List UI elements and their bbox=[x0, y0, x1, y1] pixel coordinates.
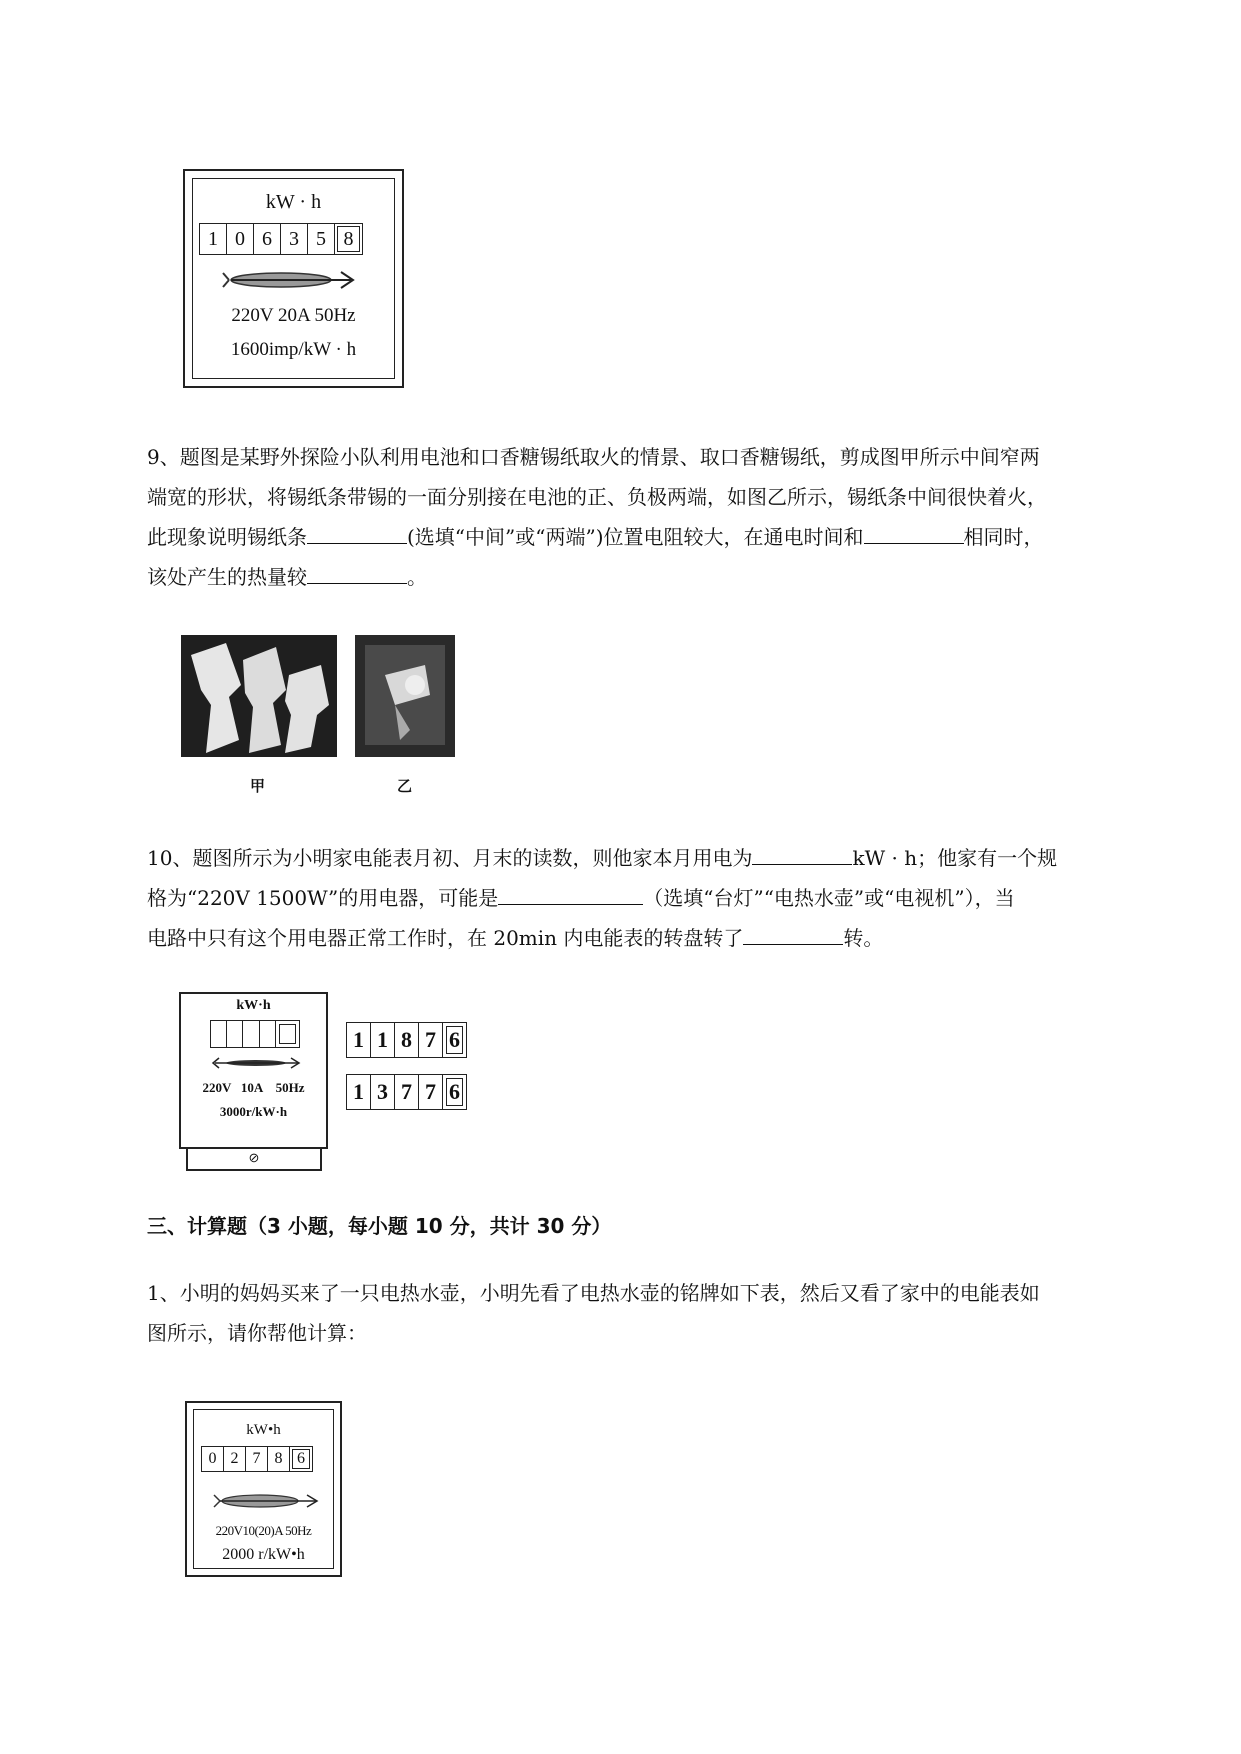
q9-text: 该处产生的热量较 bbox=[147, 565, 307, 589]
reading-end-digit: 3 bbox=[370, 1074, 395, 1110]
question-10 bbox=[147, 838, 1157, 958]
q10-text: 10、题图所示为小明家电能表月初、月末的读数，则他家本月用电为 bbox=[147, 846, 753, 870]
meter3-unit: kW•h bbox=[246, 1422, 281, 1438]
reading-start-digit: 1 bbox=[370, 1022, 395, 1058]
q9-text: 。 bbox=[407, 565, 427, 589]
figure-caption-yi: 乙 bbox=[397, 777, 413, 795]
energy-meter-figure-3 bbox=[185, 1401, 342, 1577]
meter2-window bbox=[210, 1020, 300, 1048]
reading-end-digit: 7 bbox=[394, 1074, 419, 1110]
meter3-digit: 7 bbox=[245, 1446, 268, 1472]
q10-text: 转。 bbox=[843, 926, 884, 950]
battery-fire-photo bbox=[355, 635, 455, 757]
q10-text: 电路中只有这个用电器正常工作时，在 20min 内电能表的转盘转了 bbox=[147, 926, 744, 950]
meter2-rating: 220V 10A 50Hz bbox=[202, 1080, 305, 1095]
rotation-arrow-icon bbox=[209, 1056, 303, 1070]
meter1-constant: 1600imp/kW · h bbox=[230, 339, 357, 360]
answer-blank[interactable] bbox=[752, 840, 852, 865]
meter1-unit: kW · h bbox=[265, 191, 322, 213]
meter2-base bbox=[186, 1149, 322, 1171]
question-9 bbox=[147, 437, 1157, 597]
figure-caption-jia: 甲 bbox=[250, 777, 266, 795]
meter1-digit: 0 bbox=[226, 223, 254, 255]
meter3-rating: 220V10(20)A 50Hz bbox=[215, 1523, 312, 1538]
reading-end-digit: 7 bbox=[418, 1074, 443, 1110]
meter1-digits bbox=[200, 223, 363, 255]
section-heading: 三、计算题（3 小题，每小题 10 分，共计 30 分） bbox=[147, 1214, 612, 1238]
meter3-digit: 2 bbox=[223, 1446, 246, 1472]
meter1-digit: 5 bbox=[307, 223, 335, 255]
energy-meter-figure-2 bbox=[179, 992, 328, 1149]
energy-meter-figure-1 bbox=[183, 169, 404, 388]
rotation-arrow-icon bbox=[221, 267, 361, 293]
tin-foil-strips-photo bbox=[181, 635, 337, 757]
q9-text: 此现象说明锡纸条 bbox=[147, 525, 307, 549]
reading-start-digit: 8 bbox=[394, 1022, 419, 1058]
answer-blank[interactable] bbox=[307, 519, 407, 544]
rotation-arrow-icon bbox=[212, 1490, 322, 1512]
meter3-digit: 6 bbox=[289, 1446, 313, 1472]
meter3-digit: 8 bbox=[267, 1446, 290, 1472]
answer-blank[interactable] bbox=[864, 519, 964, 544]
meter-base-screw-icon: ⊘ bbox=[248, 1150, 260, 1165]
q10-text: kW · h；他家有一个规 bbox=[852, 846, 1058, 870]
answer-blank[interactable] bbox=[498, 880, 643, 905]
q9-line bbox=[147, 517, 1157, 557]
meter1-digit: 3 bbox=[280, 223, 308, 255]
meter1-digit: 6 bbox=[253, 223, 281, 255]
meter3-constant: 2000 r/kW•h bbox=[222, 1546, 305, 1563]
reading-end-digit: 1 bbox=[346, 1074, 371, 1110]
reading-end-digit: 6 bbox=[442, 1074, 467, 1110]
meter1-digit: 8 bbox=[334, 223, 363, 255]
meter1-digit: 1 bbox=[199, 223, 227, 255]
q10-line bbox=[147, 838, 1157, 878]
meter2-unit: kW·h bbox=[236, 998, 271, 1013]
calc-question-1 bbox=[147, 1273, 1157, 1353]
calc1-line: 1、小明的妈妈买来了一只电热水壶，小明先看了电热水壶的铭牌如下表，然后又看了家中的电能表如 bbox=[147, 1281, 1040, 1305]
meter3-digits bbox=[202, 1446, 313, 1472]
q9-line bbox=[147, 557, 1157, 597]
q10-line bbox=[147, 918, 1157, 958]
reading-start-digit: 6 bbox=[442, 1022, 467, 1058]
meter2-constant: 3000r/kW·h bbox=[219, 1104, 288, 1119]
reading-start-digit: 1 bbox=[346, 1022, 371, 1058]
reading-start bbox=[347, 1022, 467, 1058]
answer-blank[interactable] bbox=[307, 559, 407, 584]
q9-text: 相同时， bbox=[963, 525, 1044, 549]
meter1-rating: 220V 20A 50Hz bbox=[231, 305, 356, 326]
reading-start-digit: 7 bbox=[418, 1022, 443, 1058]
calc1-line: 图所示，请你帮他计算： bbox=[147, 1321, 367, 1345]
q9-text: (选填“中间”或“两端”)位置电阻较大，在通电时间和 bbox=[407, 525, 864, 549]
reading-end bbox=[347, 1074, 467, 1110]
answer-blank[interactable] bbox=[743, 920, 843, 945]
meter3-digit: 0 bbox=[201, 1446, 224, 1472]
q9-line: 9、题图是某野外探险小队利用电池和口香糖锡纸取火的情景、取口香糖锡纸，剪成图甲所示中间窄两 bbox=[147, 445, 1040, 469]
q10-text: （选填“台灯”“电热水壶”或“电视机”），当 bbox=[643, 886, 1015, 910]
q9-line: 端宽的形状，将锡纸条带锡的一面分别接在电池的正、负极两端，如图乙所示，锡纸条中间很快着火， bbox=[147, 485, 1047, 509]
q10-text: 格为“220V 1500W”的用电器，可能是 bbox=[147, 886, 499, 910]
q10-line bbox=[147, 878, 1157, 918]
